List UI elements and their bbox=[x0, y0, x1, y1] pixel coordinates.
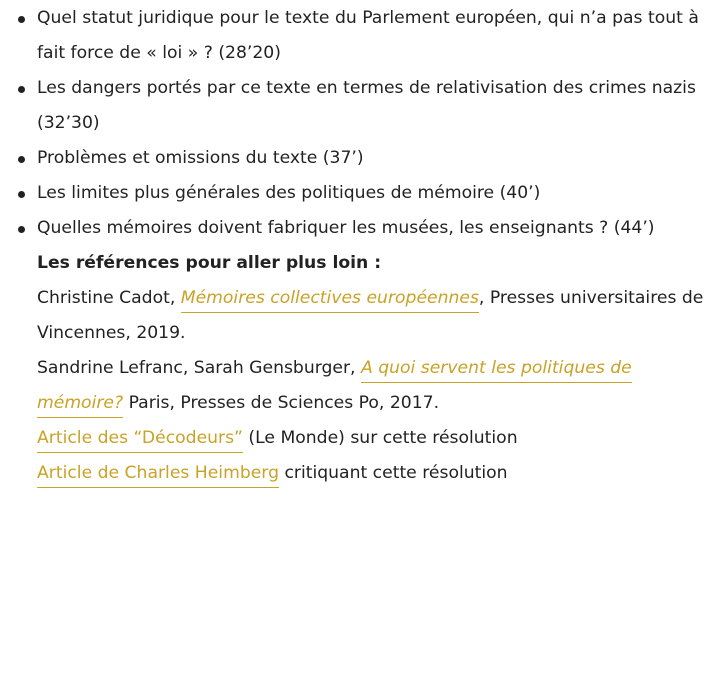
list-item-text: Quel statut juridique pour le texte du Parlement européen, qui n’a pas tout à fait force de « loi » ? (28’20) bbox=[37, 8, 699, 63]
references-heading: Les références pour aller plus loin : bbox=[37, 253, 382, 273]
cadot-book-link[interactable]: Mémoires collectives européennes bbox=[181, 288, 479, 313]
reference-details: Paris, Presses de Sciences Po, 2017. bbox=[123, 393, 440, 413]
reference-cadot bbox=[37, 281, 717, 351]
list-item bbox=[37, 71, 717, 141]
list-item bbox=[37, 1, 717, 71]
reference-author: Christine Cadot, bbox=[37, 288, 181, 308]
reference-details: (Le Monde) sur cette résolution bbox=[242, 428, 518, 448]
reference-details: critiquant cette résolution bbox=[278, 463, 508, 483]
list-item-text: Les limites plus générales des politiques de mémoire (40’) bbox=[37, 183, 541, 203]
heimberg-article-link[interactable]: Article de Charles Heimberg bbox=[37, 463, 279, 488]
topics-list bbox=[37, 1, 717, 246]
reference-details: , Presses universitaires de Vincennes, 2019. bbox=[37, 288, 704, 343]
bullet-icon bbox=[18, 191, 25, 198]
list-item-text: Les dangers portés par ce texte en termes de relativisation des crimes nazis (32’30) bbox=[37, 78, 696, 133]
reference-lefranc bbox=[37, 351, 717, 421]
bullet-icon bbox=[18, 16, 25, 23]
list-item-text: Quelles mémoires doivent fabriquer les musées, les enseignants ? (44’) bbox=[37, 218, 655, 238]
list-item bbox=[37, 176, 717, 211]
decodeurs-article-link[interactable]: Article des “Décodeurs” bbox=[37, 428, 243, 453]
lefranc-book-link[interactable]: A quoi servent les politiques de mémoire? bbox=[37, 358, 632, 418]
bullet-icon bbox=[18, 226, 25, 233]
reference-decodeurs bbox=[37, 421, 717, 456]
reference-author: Sandrine Lefranc, Sarah Gensburger, bbox=[37, 358, 361, 378]
list-item bbox=[37, 211, 717, 246]
article-content bbox=[37, 0, 717, 491]
reference-heimberg bbox=[37, 456, 717, 491]
bullet-icon bbox=[18, 156, 25, 163]
list-item bbox=[37, 141, 717, 176]
list-item-text: Problèmes et omissions du texte (37’) bbox=[37, 148, 364, 168]
bullet-icon bbox=[18, 86, 25, 93]
